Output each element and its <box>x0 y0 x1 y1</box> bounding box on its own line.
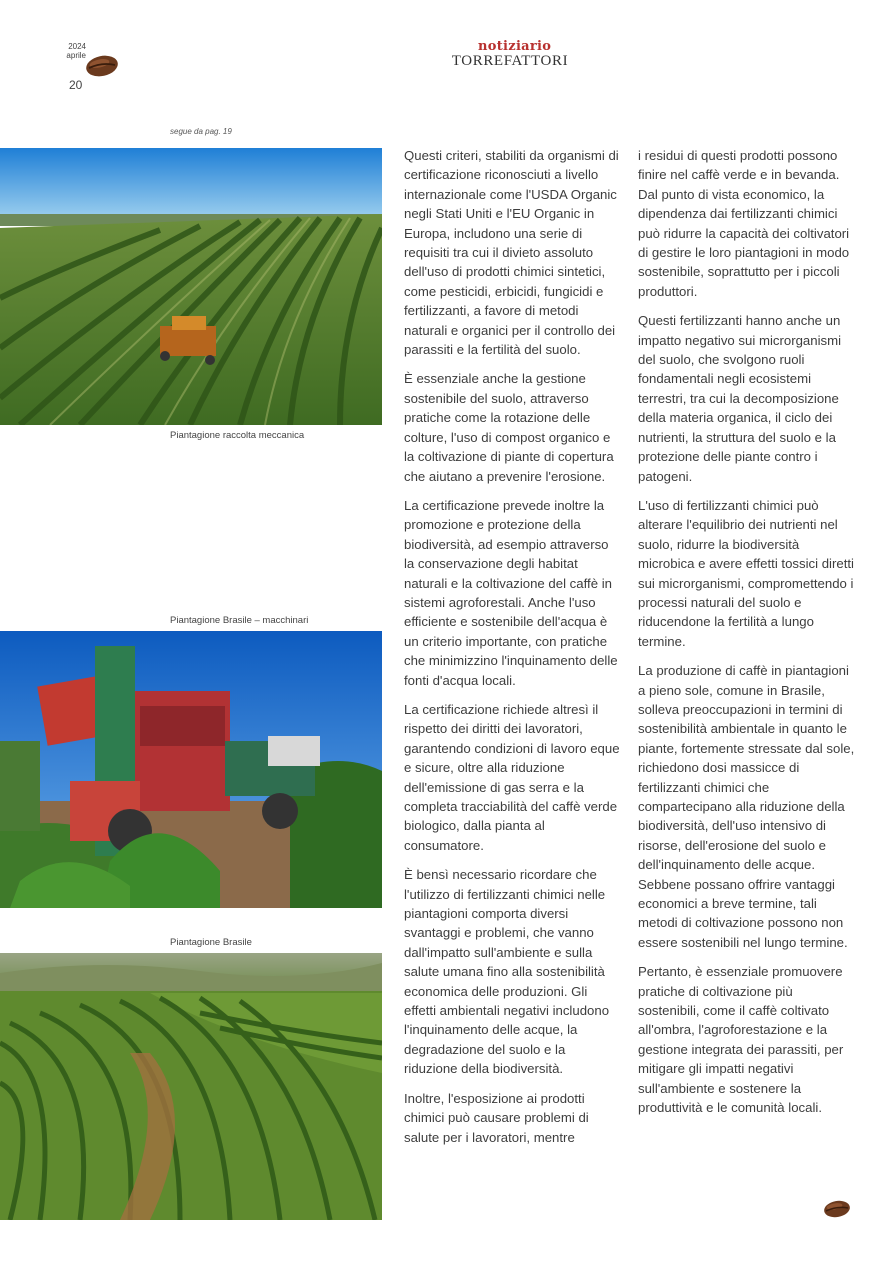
coffee-bean-end-icon <box>822 1198 852 1220</box>
caption-photo-3: Piantagione Brasile <box>170 937 252 948</box>
page-number: 20 <box>69 78 83 92</box>
text-column-right <box>638 146 856 1128</box>
issue-year: 2024 <box>68 42 86 51</box>
photo-mechanical-harvest <box>0 148 382 425</box>
paragraph: Questi criteri, stabiliti da organismi di certificazione riconosciuti a livello internazionale come l'USDA Organic negli Stati Uniti e l'EU Organic in Europa, includono una serie di requisiti tra cui il divieto assoluto dell'uso di prodotti chimici sintetici, come pesticidi, erbicidi, fungicidi e fertilizzanti, a favore di metodi naturali e organici per il controllo dei parassiti e la fertilità del suolo. <box>404 148 619 358</box>
masthead-torrefattori: TORREFATTORI <box>451 53 569 69</box>
paragraph: Questi fertilizzanti hanno anche un impatto negativo sui microrganismi del suolo, che svolgono ruoli fondamentali negli ecosistemi terrestri, tra cui la decomposizione della materia organica, il ciclo dei nutrienti, la struttura del suolo e la protezione delle piante contro i patogeni. <box>638 313 842 484</box>
paragraph: È bensì necessario ricordare che l'utilizzo di fertilizzanti chimici nelle piantagioni comporta diversi svantaggi e problemi, che vanno dall'impatto sull'ambiente e sulla salute umana fino alla sostenibilità economica delle produzioni. Gli effetti ambientali negativi includono l'inquinamento delle acque, la degradazione del suolo e la riduzione della biodiversità. <box>404 867 610 1077</box>
paragraph: È essenziale anche la gestione sostenibile del suolo, attraverso pratiche come la rotazione delle colture, l'uso di compost organico e la coltivazione di piante di copertura che aiutano a prevenire l'erosione. <box>404 371 614 484</box>
paragraph: La produzione di caffè in piantagioni a pieno sole, comune in Brasile, solleva preoccupazioni in termini di sostenibilità ambientale in quanto le piante, fortemente stressate dal sole, richiedono dosi massicce di fertilizzanti chimici che compartecipano alla riduzione della biodiversità, dell'uso intensivo di risorse, dell'erosione del suolo e dell'inquinamento delle acque. Sebbene possano offrire vantaggi economici a breve termine, tali metodi di coltivazione possono non essere sostenibili nel lungo termine. <box>638 663 855 950</box>
caption-photo-1: Piantagione raccolta meccanica <box>170 430 305 441</box>
paragraph: i residui di questi prodotti possono finire nel caffè verde e in bevanda. Dal punto di vista economico, la dipendenza dai fertilizzanti chimici può ridurre la capacità dei coltivatori di gestire le loro piantagioni in modo sostenibile, soprattutto per i piccoli produttori. <box>638 148 850 299</box>
paragraph: Pertanto, è essenziale promuovere pratiche di coltivazione più sostenibili, come il caffè coltivato all'ombra, l'agroforestazione e la gestione integrata dei parassiti, per mitigare gli impatti negativi sull'ambiente e sostenere la produttività e le comunità locali. <box>638 964 844 1116</box>
text-column-middle <box>404 146 622 1157</box>
paragraph: Inoltre, l'esposizione ai prodotti chimici può causare problemi di salute per i lavoratori, mentre <box>404 1090 589 1145</box>
photo-machinery <box>0 631 382 908</box>
masthead-notiziario: notiziario <box>478 39 552 54</box>
coffee-bean-icon <box>84 53 120 79</box>
caption-photo-2: Piantagione Brasile – macchinari <box>170 615 309 626</box>
paragraph: La certificazione prevede inoltre la promozione e protezione della biodiversità, ad esempio attraverso la conservazione degli habitat naturali e la coltivazione del caffè in sistemi agroforestali. Anche l'uso efficiente e sostenibile dell'acqua è un criterio importante, con pratiche che minimizzino l'inquinamento delle fonti d'acqua locali. <box>404 497 618 688</box>
paragraph: L'uso di fertilizzanti chimici può alterare l'equilibrio dei nutrienti nel suolo, ridurre la biodiversità microbica e avere effetti tossici diretti sui microrganismi, compromettendo i processi naturali del suolo e riducendone la fertilità a lungo termine. <box>638 497 854 649</box>
photo-brazil-plantation <box>0 953 382 1220</box>
issue-month: aprile <box>66 51 86 60</box>
paragraph: La certificazione richiede altresì il rispetto dei diritti dei lavoratori, garantendo condizioni di lavoro eque e sicure, oltre alla riduzione dell'emissione di gas serra e la completa tracciabilità del caffè verde biologico, dalla pianta al consumatore. <box>404 701 620 853</box>
continued-note: segue da pag. 19 <box>170 127 232 136</box>
